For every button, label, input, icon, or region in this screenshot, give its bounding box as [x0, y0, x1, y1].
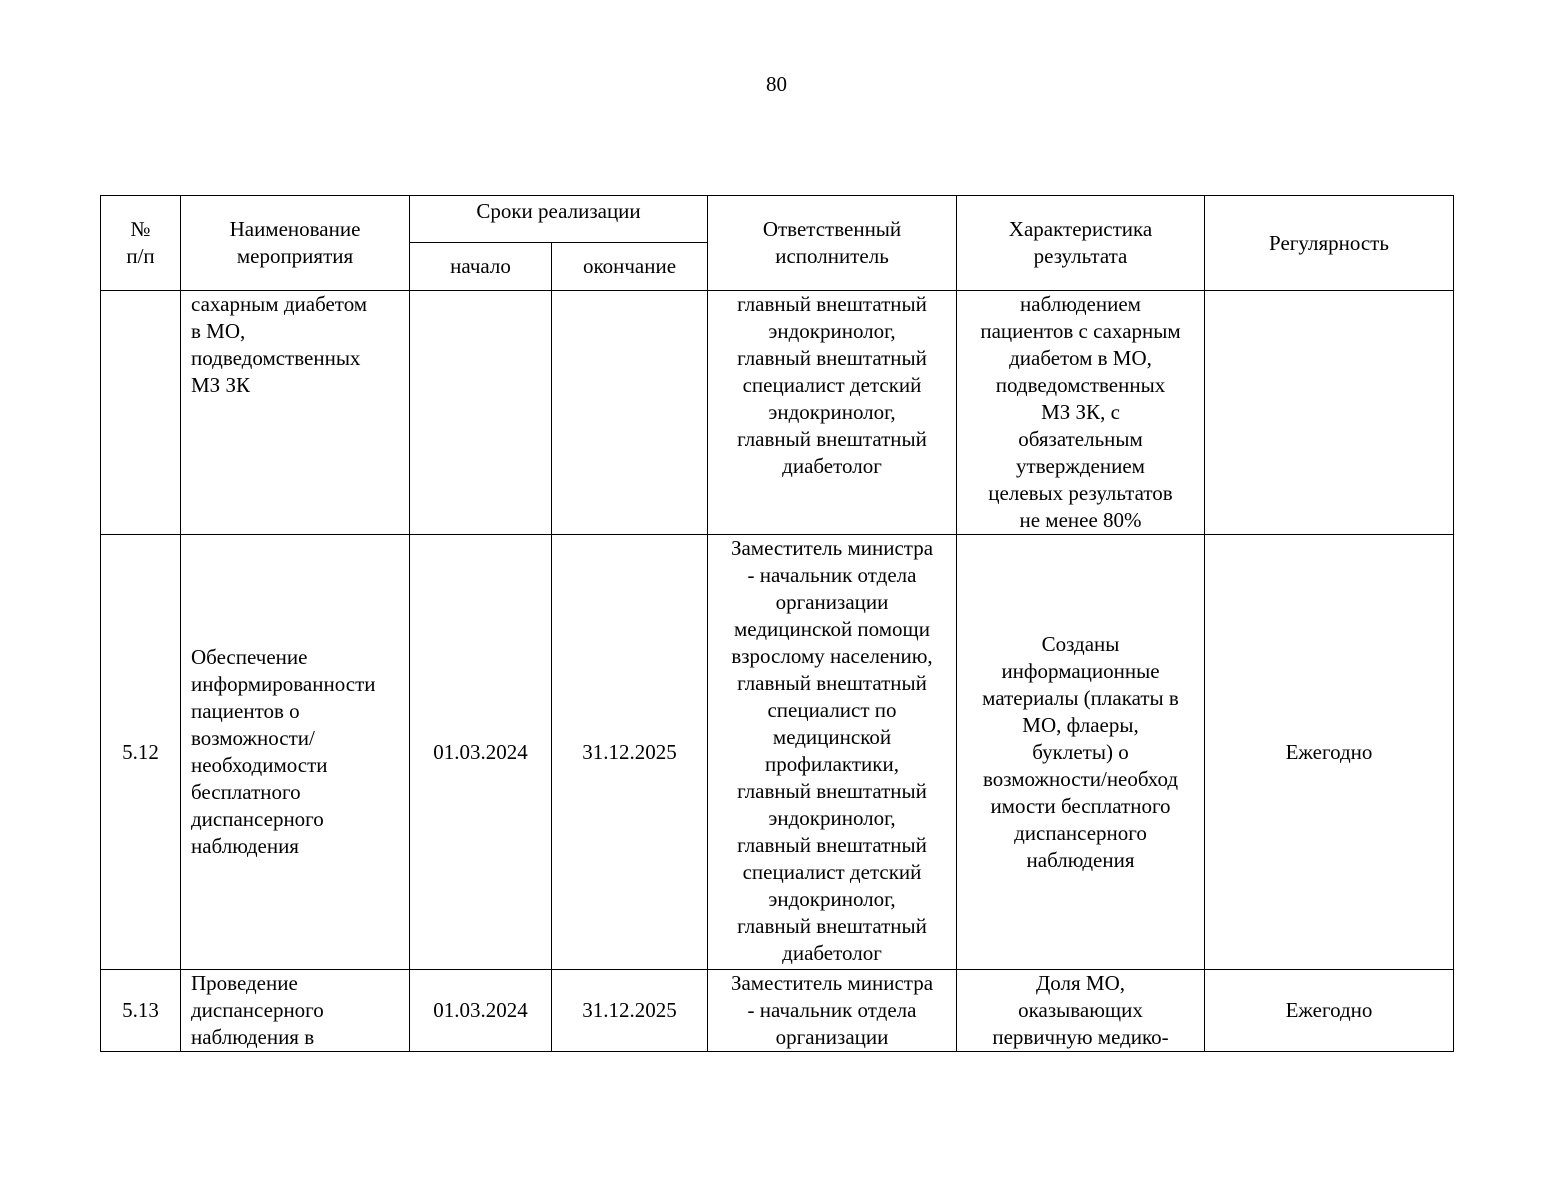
row-event-name: Обеспечение информированности пациентов о возможности/ необходимости бесплатного диспансерного наблюдения [181, 535, 410, 970]
table-row [101, 535, 1454, 970]
row-responsible: Заместитель министра - начальник отдела организации медицинской помощи взрослому населению, главный внештатный специалист по медицинской профилактики, главный внештатный эндокринолог, главный внештатный специалист детский эндокринолог, главный внештатный диабетолог [708, 535, 957, 970]
row-regularity: Ежегодно [1205, 970, 1454, 1052]
header-result: Характеристика результата [957, 196, 1205, 291]
row-start: 01.03.2024 [410, 970, 552, 1052]
header-start: начало [410, 243, 552, 291]
row-number [101, 291, 181, 535]
table-row [101, 970, 1454, 1052]
row-end: 31.12.2025 [552, 535, 708, 970]
row-result: Доля МО, оказывающих первичную медико- [957, 970, 1205, 1052]
header-end: окончание [552, 243, 708, 291]
table-row [101, 291, 1454, 535]
header-regularity: Регулярность [1205, 196, 1454, 291]
row-responsible: главный внештатный эндокринолог, главный внештатный специалист детский эндокринолог, главный внештатный диабетолог [708, 291, 957, 535]
row-start: 01.03.2024 [410, 535, 552, 970]
row-result: Созданы информационные материалы (плакаты в МО, флаеры, буклеты) о возможности/необход имости бесплатного диспансерного наблюдения [957, 535, 1205, 970]
row-regularity [1205, 291, 1454, 535]
table-header [101, 196, 1454, 291]
row-end [552, 291, 708, 535]
header-responsible: Ответственный исполнитель [708, 196, 957, 291]
header-terms: Сроки реализации [410, 196, 708, 243]
header-number: № п/п [101, 196, 181, 291]
row-number: 5.13 [101, 970, 181, 1052]
row-result: наблюдением пациентов с сахарным диабетом в МО, подведомственных МЗ ЗК, с обязательным утверждением целевых результатов не менее 80% [957, 291, 1205, 535]
action-plan-table [100, 195, 1454, 1052]
row-event-name: сахарным диабетом в МО, подведомственных МЗ ЗК [181, 291, 410, 535]
row-event-name: Проведение диспансерного наблюдения в [181, 970, 410, 1052]
page-number: 80 [766, 72, 787, 96]
header-event-name: Наименование мероприятия [181, 196, 410, 291]
row-end: 31.12.2025 [552, 970, 708, 1052]
row-responsible: Заместитель министра - начальник отдела организации [708, 970, 957, 1052]
row-start [410, 291, 552, 535]
row-regularity: Ежегодно [1205, 535, 1454, 970]
row-number: 5.12 [101, 535, 181, 970]
